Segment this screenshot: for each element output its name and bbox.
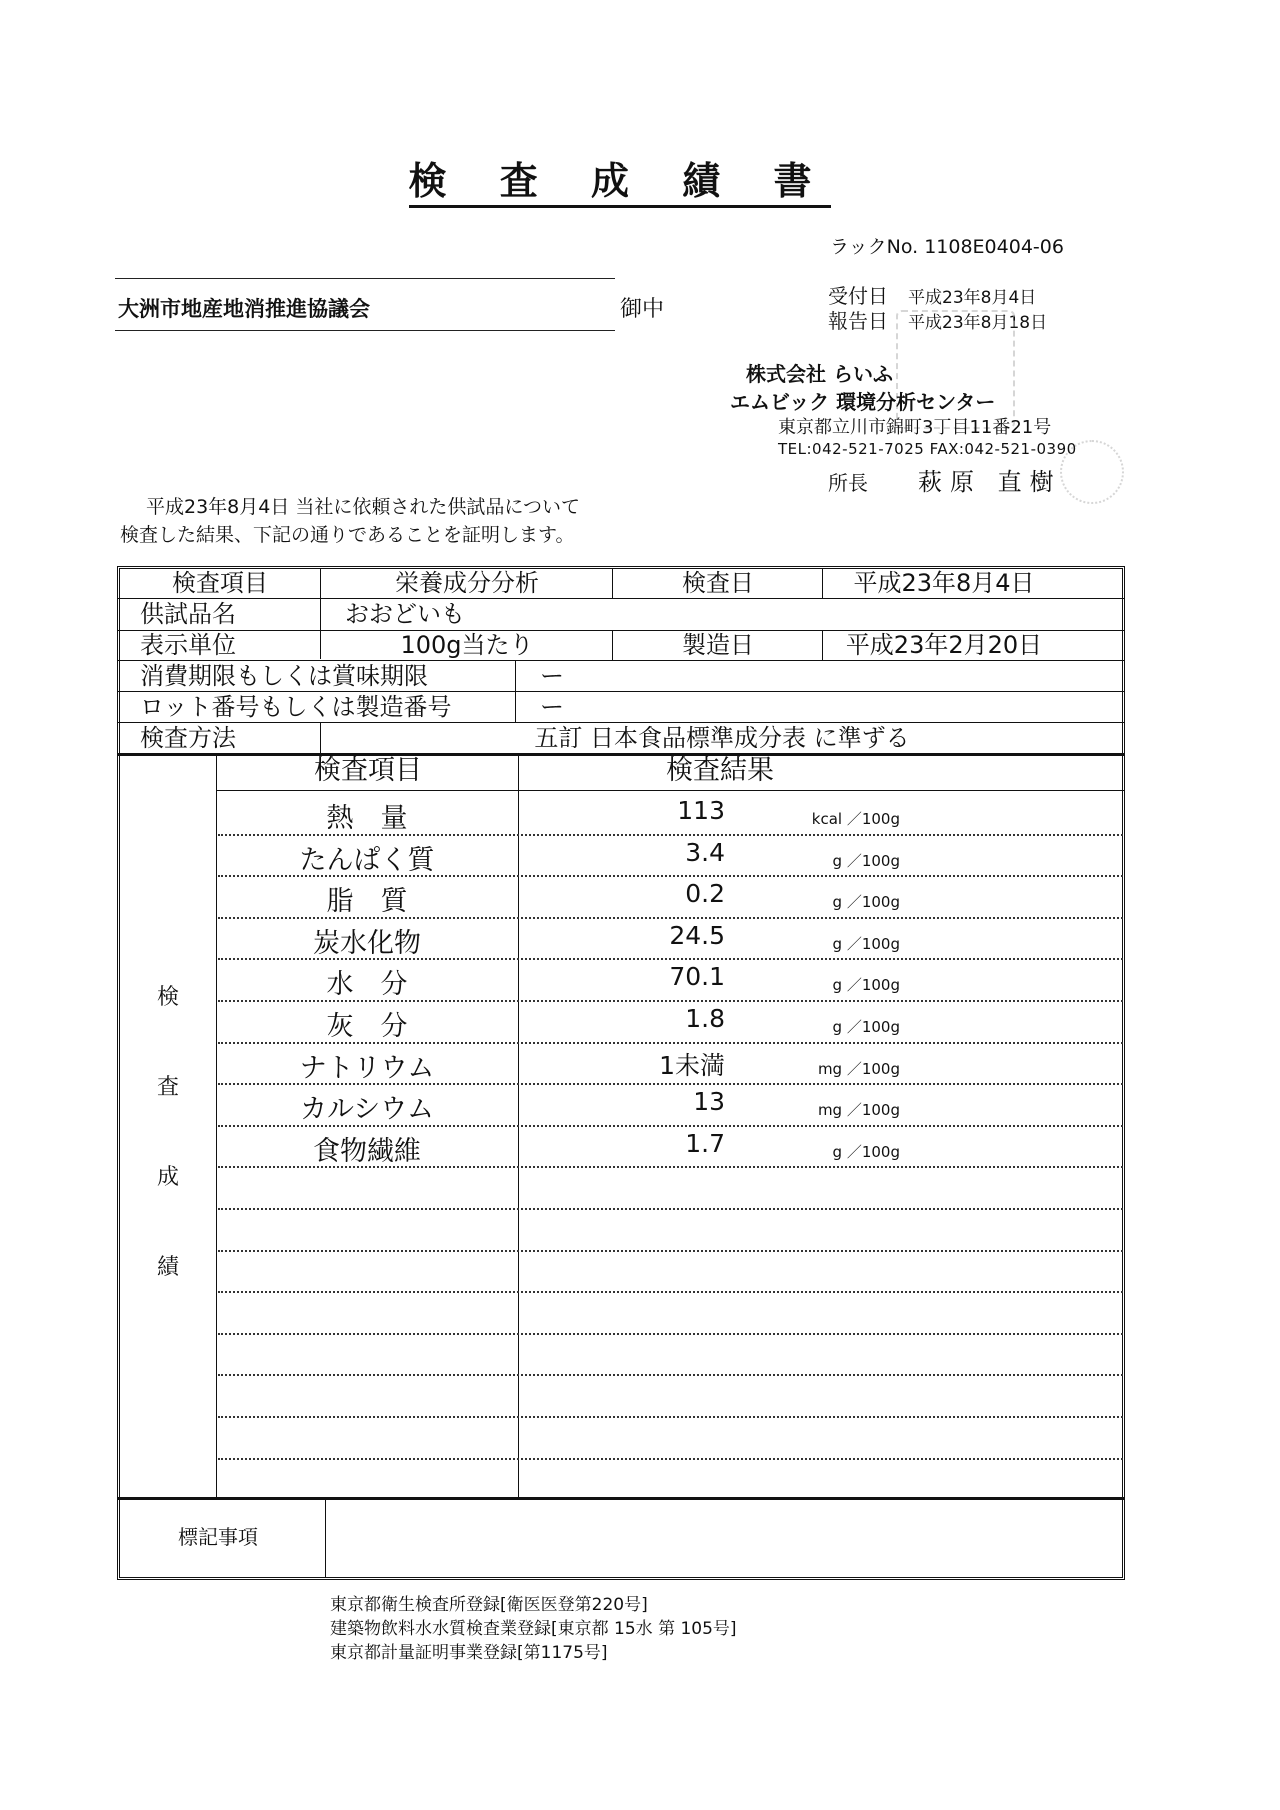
document-title: 検 査 成 績 書 [0,150,1240,205]
footer-line-2: 建築物飲料水水質検査業登録[東京都 15水 第 105号] [330,1619,737,1639]
result-item-name: 水 分 [326,969,408,1001]
result-item-value: 13 [693,1087,725,1117]
result-item-name: ナトリウム [299,1052,435,1084]
method-value: 五訂 日本食品標準成分表 に準ずる [534,724,910,752]
inspection-date-label: 検査日 [682,569,754,597]
inspection-date-value: 平成23年8月4日 [853,569,1035,597]
table-vline [822,568,823,598]
company-contact: TEL:042-521-7025 FAX:042-521-0390 [778,440,1077,458]
manufacture-date-value: 平成23年2月20日 [845,631,1043,659]
results-header-line [216,790,1125,791]
company-division: エムビック 環境分析センター [730,390,996,414]
dotted-row-separator [218,1374,1123,1376]
side-label-char: 査 [156,1075,179,1100]
dotted-row-separator [218,1083,1123,1085]
dotted-row-separator [218,1208,1123,1210]
addressee: 大洲市地産地消推進協議会 [118,297,370,321]
sample-name-label: 供試品名 [140,600,236,628]
results-col-item: 検査項目 [314,755,422,786]
dotted-row-separator [218,958,1123,960]
table-vline [515,660,516,722]
notes-vline [325,1499,326,1577]
result-item-name: 炭水化物 [313,927,421,959]
received-date: 平成23年8月4日 [908,288,1037,308]
sample-name-value: おおどいも [345,600,465,628]
lot-label: ロット番号もしくは製造番号 [140,693,452,721]
lot-value: ー [540,693,564,721]
result-item-value: 1.7 [685,1128,725,1158]
inspection-item-label: 検査項目 [172,569,268,597]
display-unit-value: 100g当たり [400,631,534,659]
result-item-name: たんぱく質 [299,844,435,876]
dotted-row-separator [218,875,1123,877]
footer-line-3: 東京都計量証明事業登録[第1175号] [330,1643,608,1663]
manufacture-date-label: 製造日 [682,631,754,659]
addressee-top-line [115,278,615,279]
result-item-value: 3.4 [685,837,725,867]
result-item-unit: kcal ／100g [811,810,900,828]
result-item-name: 熱 量 [326,803,408,834]
result-item-unit: g ／100g [832,851,900,870]
display-unit-label: 表示単位 [140,631,236,659]
table-vline [612,568,613,598]
table-hline [117,598,1125,599]
result-item-unit: mg ／100g [817,1059,900,1078]
notes-label: 標記事項 [178,1525,258,1549]
expiry-value: ー [540,662,564,690]
table-vline [612,630,613,660]
dotted-row-separator [218,1291,1123,1293]
result-item-value: 70.1 [669,962,725,992]
result-item-unit: g ／100g [832,1018,900,1036]
company-address: 東京都立川市錦町3丁目11番21号 [778,417,1052,438]
dotted-row-separator [218,917,1123,919]
dotted-row-separator [218,1416,1123,1418]
received-label: 受付日 [828,284,888,308]
director-name: 萩原 直樹 [918,468,1062,496]
result-item-unit: g ／100g [832,1142,900,1161]
result-item-value: 1.8 [685,1004,725,1033]
side-label-char: 成 [156,1165,179,1190]
result-item-value: 113 [677,796,725,825]
director-row [828,462,1062,497]
method-label: 検査方法 [140,724,236,752]
report-date: 平成23年8月18日 [908,313,1048,333]
table-vline [320,568,321,659]
intro-line-1: 平成23年8月4日 当社に依頼された供試品について [146,496,581,518]
results-col-result: 検査結果 [666,755,774,786]
table-vline [320,722,321,753]
intro-line-2: 検査した結果、下記の通りであることを証明します。 [120,524,575,546]
result-item-value: 0.2 [685,879,725,909]
intro-text [120,493,580,549]
dotted-row-separator [218,1000,1123,1002]
dotted-row-separator [218,1042,1123,1044]
dotted-row-separator [218,1166,1123,1168]
company-name: 株式会社 らいふ [746,362,893,386]
result-item-value: 1未満 [659,1050,725,1080]
inspection-item-value: 栄養成分分析 [395,569,539,597]
result-item-value: 24.5 [669,920,725,950]
expiry-label: 消費期限もしくは賞味期限 [140,662,428,690]
side-label-char: 検 [156,985,179,1010]
addressee-bottom-line [115,330,615,331]
dotted-row-separator [218,1333,1123,1335]
result-item-name: カルシウム [299,1094,435,1126]
report-label: 報告日 [828,309,888,333]
onchu: 御中 [620,297,665,322]
footer-line-1: 東京都衛生検査所登録[衛医医登第220号] [330,1595,648,1615]
dotted-row-separator [218,1458,1123,1460]
dotted-row-separator [218,1125,1123,1127]
result-item-unit: g ／100g [832,893,900,912]
notes-top-line [117,1497,1125,1500]
side-label-char: 績 [156,1255,179,1280]
table-vline [822,630,823,660]
lab-number: ラックNo. 1108E0404-06 [830,236,1064,258]
dotted-row-separator [218,834,1123,836]
result-item-name: 灰 分 [326,1011,408,1042]
dotted-row-separator [218,1250,1123,1252]
result-item-unit: g ／100g [832,976,900,995]
result-item-unit: mg ／100g [817,1101,900,1120]
result-item-name: 食物繊維 [313,1135,421,1167]
director-label: 所長 [828,471,868,495]
result-item-unit: g ／100g [832,934,900,953]
result-item-name: 脂 質 [326,886,408,918]
